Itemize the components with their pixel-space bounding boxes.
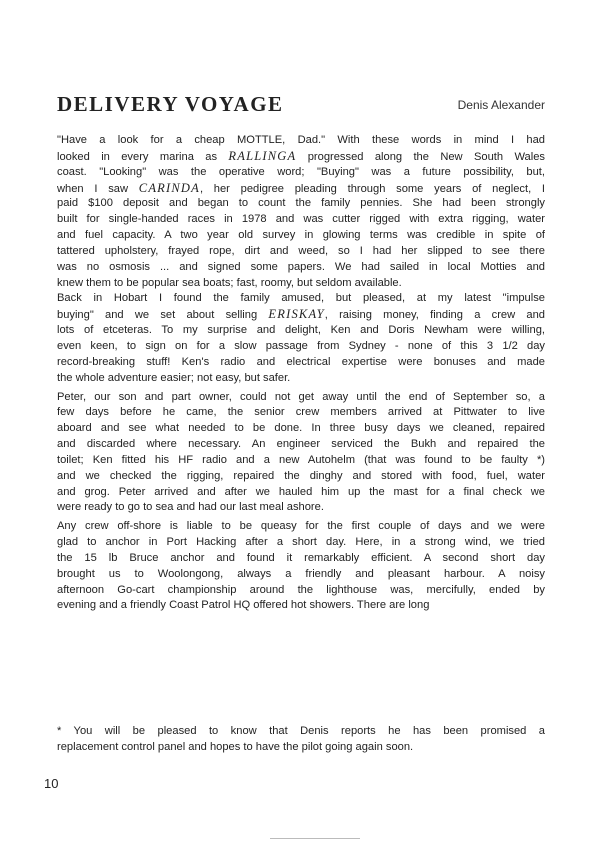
footnote-line: replacement control panel and hopes to have the pilot going again soon. <box>57 740 414 753</box>
text-line: Any crew off-shore is liable to be queasy for the first couple of days and we were <box>57 520 545 533</box>
text-line: record-breaking stuff! Ken's radio and electrical expertise were bonuses and made <box>57 355 545 368</box>
text-line: knew them to be popular sea boats; fast, roomy, but seldom available. <box>57 276 402 289</box>
paragraph <box>57 519 545 614</box>
text-line: few days before he came, the senior crew members arrived at Pittwater to live <box>57 406 545 419</box>
paragraph <box>57 291 545 386</box>
text-line: brought us to Woolongong, always a friendly and pleasant harbour. A noisy <box>57 567 545 580</box>
page-number: 10 <box>44 776 59 791</box>
text-line: aboard and see what needed to be done. In three busy days we cleaned, repaired <box>57 422 545 435</box>
text-line: Back in Hobart I found the family amused, but pleased, at my latest "impulse <box>57 292 545 305</box>
vessel-name: CARINDA <box>138 180 200 195</box>
text-line: coast. "Looking" was the operative word; "Buying" was a future possibility, but, <box>57 165 545 178</box>
text-line: even keen, to sign on for a slow passage from Sydney - none of this 3 1/2 day <box>57 339 545 352</box>
text-line: and we checked the rigging, repaired the dinghy and stored with food, fuel, water <box>57 469 545 482</box>
text-line: looked in every marina as RALLINGA progressed along the New South Wales <box>57 148 545 163</box>
vessel-name: RALLINGA <box>228 148 297 163</box>
text-line: evening and a friendly Coast Patrol HQ offered hot showers. There are long <box>57 599 430 612</box>
article-author: Denis Alexander <box>457 98 545 112</box>
article-body <box>57 133 545 614</box>
vessel-name: ERISKAY <box>268 307 325 322</box>
text-line: and fuel capacity. A two year old survey in glowing terms was credible in spite of <box>57 229 545 242</box>
text-line: the whole adventure easier; not easy, but safer. <box>57 371 291 384</box>
text-line: glad to anchor in Port Hacking after a short day. Here, in a strong wind, we tried <box>57 536 545 549</box>
footnote <box>57 723 545 755</box>
scan-mark <box>270 838 360 839</box>
text-line: were ready to go to sea and had our last meal ashore. <box>57 501 324 514</box>
text-line: Peter, our son and part owner, could not get away until the end of September so, a <box>57 390 545 403</box>
text-line: "Have a look for a cheap MOTTLE, Dad." With these words in mind I had <box>57 134 545 146</box>
text-line: paid $100 deposit and began to count the family pennies. She had been strongly <box>57 197 545 210</box>
article-title: DELIVERY VOYAGE <box>57 92 284 116</box>
paragraph <box>57 133 545 291</box>
text-line: when I saw CARINDA, her pedigree pleading through some years of neglect, I <box>57 180 545 195</box>
text-line: and discarded where necessary. An engineer serviced the Bukh and repaired the <box>57 438 545 451</box>
text-line: the 15 lb Bruce anchor and found it remarkably efficient. A second short day <box>57 551 545 564</box>
text-line: was no osmosis ... and signed some papers. We had sailed in local Motties and <box>57 260 545 273</box>
text-line: afternoon Go-cart championship around the lighthouse was, mercifully, ended by <box>57 583 545 596</box>
text-line: buying" and we set about selling ERISKAY, raising money, finding a crew and <box>57 307 545 322</box>
footnote-line: * You will be pleased to know that Denis reports he has been promised a <box>57 725 545 737</box>
text-line: built for single-handed races in 1978 and was cutter rigged with extra rigging, water <box>57 213 545 226</box>
text-line: lots of etceteras. To my surprise and delight, Ken and Doris Newham were willing, <box>57 324 545 337</box>
text-line: toilet; Ken fitted his HF radio and a new Autohelm (that was found to be faulty *) <box>57 453 545 466</box>
paragraph <box>57 390 545 517</box>
text-line: tattered upholstery, frayed rope, dirt and weed, so I had her slipped to see there <box>57 244 545 257</box>
text-line: and grog. Peter arrived and after we hauled him up the mast for a final check we <box>57 485 545 498</box>
